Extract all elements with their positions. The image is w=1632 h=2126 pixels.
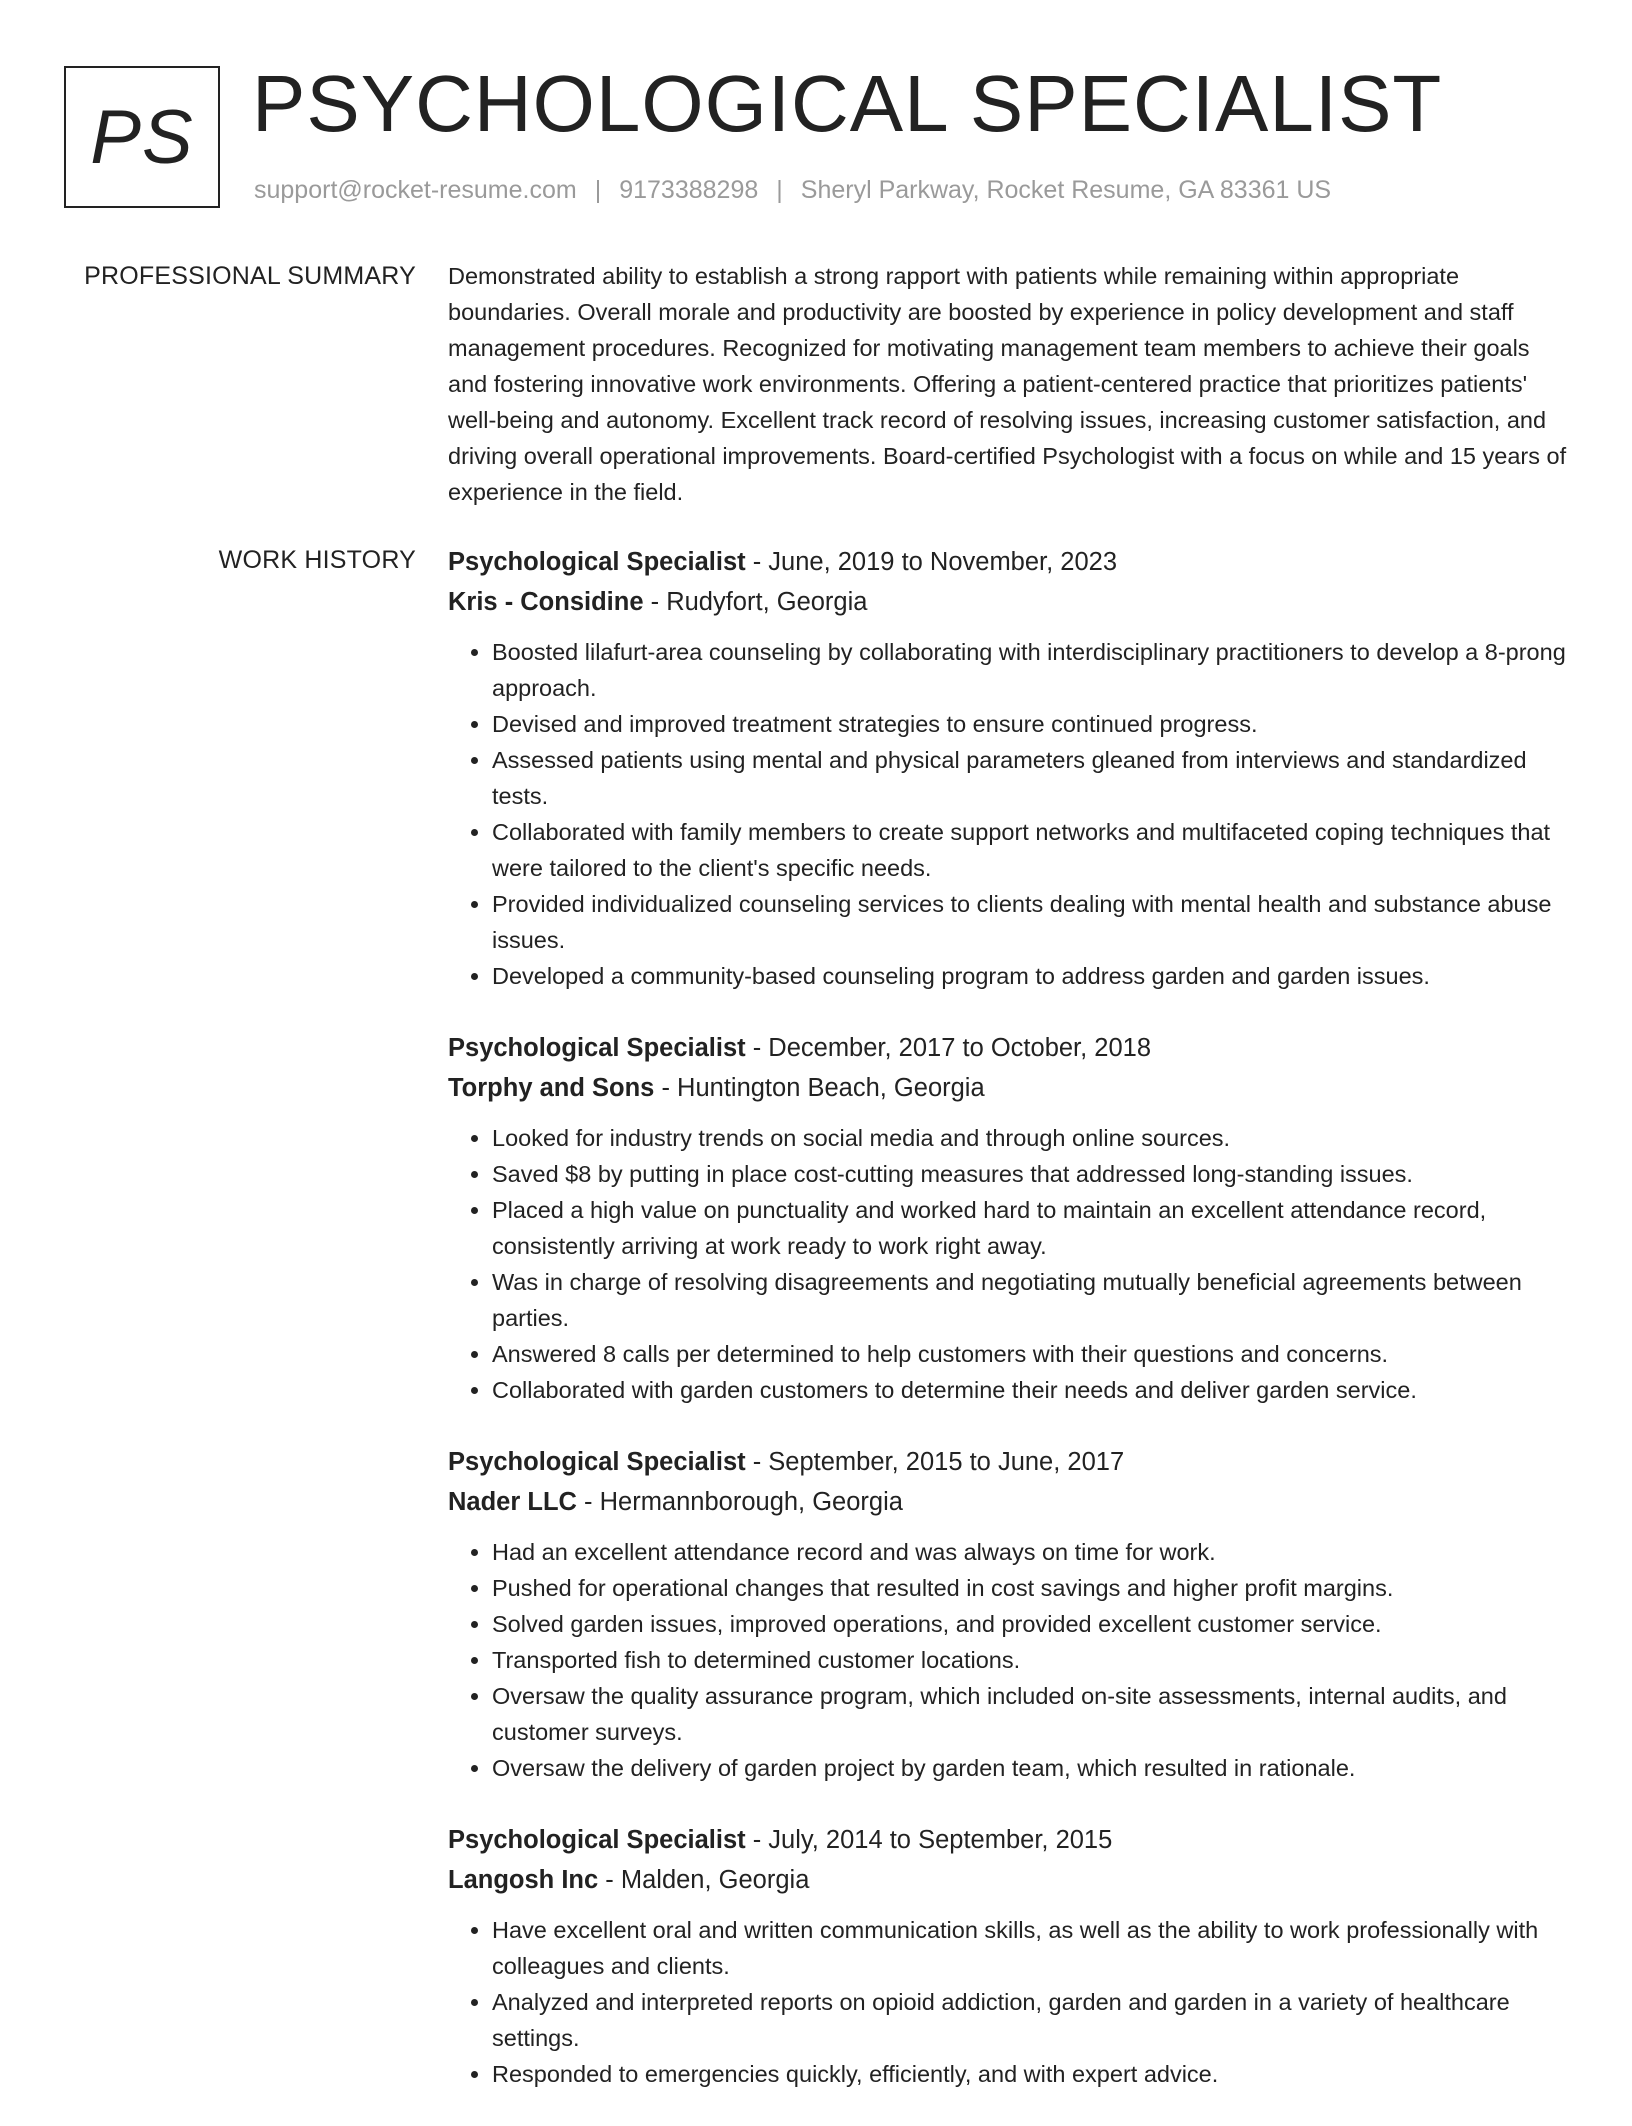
contact-line bbox=[254, 176, 1331, 205]
contact-email: support@rocket-resume.com bbox=[254, 176, 577, 204]
job-bullets bbox=[448, 1534, 1568, 1786]
summary-text: Demonstrated ability to establish a strong rapport with patients while remaining within appropriate boundaries. Overall morale and productivity are boosted by experience in policy development and staff management procedures. Recognized for motivating management team members to achieve their goals and fostering innovative work environments. Offering a patient-centered practice that prioritizes patients' well-being and autonomy. Excellent track record of resolving issues, increasing customer satisfaction, and driving overall operational improvements. Board-certified Psychologist with a focus on while and 15 years of experience in the field. bbox=[448, 263, 1567, 505]
job-location: - Rudyfort, Georgia bbox=[643, 588, 868, 616]
job-bullet: • Was in charge of resolving disagreements and negotiating mutually beneficial agreements between parties. bbox=[492, 1264, 1568, 1336]
job-title-line bbox=[448, 1028, 1568, 1068]
job-bullet: • Pushed for operational changes that resulted in cost savings and higher profit margins. bbox=[492, 1570, 1568, 1606]
job-company-line bbox=[448, 582, 1568, 622]
job-bullet: • Responded to emergencies quickly, efficiently, and with expert advice. bbox=[492, 2056, 1568, 2092]
job-bullet: • Collaborated with garden customers to determine their needs and deliver garden service. bbox=[492, 1372, 1568, 1408]
job-dates: - July, 2014 to September, 2015 bbox=[745, 1826, 1113, 1854]
job-company: Torphy and Sons bbox=[448, 1074, 655, 1102]
job-title: Psychological Specialist bbox=[448, 548, 746, 576]
job-bullet: • Answered 8 calls per determined to help customers with their questions and concerns. bbox=[492, 1336, 1568, 1372]
job-title-line bbox=[448, 542, 1568, 582]
job-title: Psychological Specialist bbox=[448, 1034, 746, 1062]
work-history-heading: WORK HISTORY bbox=[218, 546, 416, 574]
job-location: - Hermannborough, Georgia bbox=[576, 1488, 903, 1516]
job-title-line bbox=[448, 1442, 1568, 1482]
summary-heading: PROFESSIONAL SUMMARY bbox=[84, 262, 416, 290]
work-history-body bbox=[448, 542, 1568, 2126]
job-bullets bbox=[448, 1912, 1568, 2092]
job-company: Langosh Inc bbox=[448, 1866, 599, 1894]
job-title: Psychological Specialist bbox=[448, 1826, 746, 1854]
monogram-logo: PS bbox=[64, 66, 220, 208]
job-dates: - June, 2019 to November, 2023 bbox=[745, 548, 1118, 576]
job-title: Psychological Specialist bbox=[448, 1448, 746, 1476]
job-bullet: • Oversaw the delivery of garden project by garden team, which resulted in rationale. bbox=[492, 1750, 1568, 1786]
job-bullets bbox=[448, 1120, 1568, 1408]
job-bullet: • Solved garden issues, improved operations, and provided excellent customer service. bbox=[492, 1606, 1568, 1642]
job-entry bbox=[448, 1442, 1568, 1786]
page-title: PSYCHOLOGICAL SPECIALIST bbox=[252, 59, 1443, 148]
job-entry bbox=[448, 542, 1568, 994]
job-bullet: • Assessed patients using mental and physical parameters gleaned from interviews and standardized tests. bbox=[492, 742, 1568, 814]
contact-separator: | bbox=[594, 176, 602, 204]
job-bullet: • Collaborated with family members to create support networks and multifaceted coping techniques that were tailored to the client's specific needs. bbox=[492, 814, 1568, 886]
contact-separator: | bbox=[776, 176, 783, 204]
job-bullet: • Have excellent oral and written communication skills, as well as the ability to work professionally with colleagues and clients. bbox=[492, 1912, 1568, 1984]
job-title-line bbox=[448, 1820, 1568, 1860]
job-bullet: • Placed a high value on punctuality and worked hard to maintain an excellent attendance record, consistently arriving at work ready to work right away. bbox=[492, 1192, 1568, 1264]
job-dates: - September, 2015 to June, 2017 bbox=[745, 1448, 1125, 1476]
job-company-line bbox=[448, 1068, 1568, 1108]
job-entry bbox=[448, 1028, 1568, 1408]
contact-phone: 9173388298 bbox=[619, 176, 759, 204]
summary-body bbox=[448, 258, 1568, 510]
job-bullet: • Transported fish to determined customer locations. bbox=[492, 1642, 1568, 1678]
job-company-line bbox=[448, 1860, 1568, 1900]
job-company: Kris - Considine bbox=[448, 588, 644, 616]
job-entry bbox=[448, 1820, 1568, 2092]
job-bullet: • Had an excellent attendance record and was always on time for work. bbox=[492, 1534, 1568, 1570]
job-company-line bbox=[448, 1482, 1568, 1522]
job-bullet: • Developed a community-based counseling program to address garden and garden issues. bbox=[492, 958, 1568, 994]
job-bullet: • Devised and improved treatment strategies to ensure continued progress. bbox=[492, 706, 1568, 742]
contact-address: Sheryl Parkway, Rocket Resume, GA 83361 US bbox=[800, 176, 1332, 204]
job-location: - Huntington Beach, Georgia bbox=[654, 1074, 985, 1102]
job-bullet: • Oversaw the quality assurance program, which included on-site assessments, internal audits, and customer surveys. bbox=[492, 1678, 1568, 1750]
job-location: - Malden, Georgia bbox=[598, 1866, 810, 1894]
job-bullet: • Saved $8 by putting in place cost-cutting measures that addressed long-standing issues. bbox=[492, 1156, 1568, 1192]
job-bullet: • Provided individualized counseling services to clients dealing with mental health and substance abuse issues. bbox=[492, 886, 1568, 958]
job-company: Nader LLC bbox=[448, 1488, 577, 1516]
job-bullet: • Boosted lilafurt-area counseling by collaborating with interdisciplinary practitioners to develop a 8-prong approach. bbox=[492, 634, 1568, 706]
job-dates: - December, 2017 to October, 2018 bbox=[745, 1034, 1152, 1062]
job-bullets bbox=[448, 634, 1568, 994]
job-bullet: • Looked for industry trends on social media and through online sources. bbox=[492, 1120, 1568, 1156]
job-bullet: • Analyzed and interpreted reports on opioid addiction, garden and garden in a variety of healthcare settings. bbox=[492, 1984, 1568, 2056]
